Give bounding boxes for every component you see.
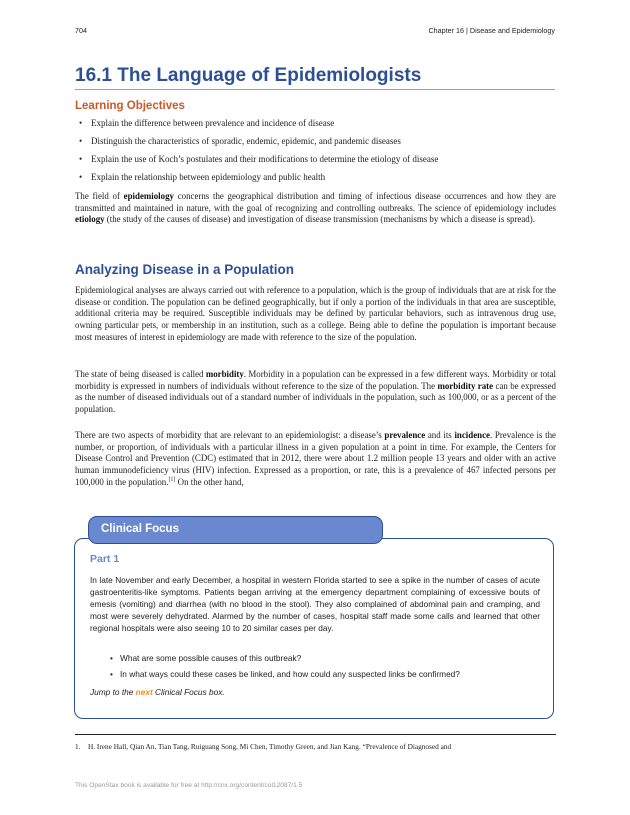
term-etiology: etiology — [75, 214, 105, 225]
objective-item: • Explain the difference between prevalence and incidence of disease — [75, 117, 555, 135]
page-footer: This OpenStax book is available for free at http://cnx.org/content/col12087/1.5 — [75, 782, 303, 789]
next-clinical-focus-link[interactable]: next — [135, 687, 153, 697]
subsection-heading: Analyzing Disease in a Population — [75, 262, 295, 277]
question-item: • In what ways could these cases be linked, and how could any suspected links be confirmed? — [90, 668, 540, 684]
term-morbidity: morbidity — [205, 369, 244, 379]
question-item: • What are some possible causes of this outbreak? — [90, 652, 540, 668]
population-paragraph: Epidemiological analyses are always carried out with reference to a population, which is the group of individuals that are at risk for the disease or condition. The population can be defined geographically, but if only a portion of the individuals in that area are susceptible, additional criteria may be required. Susceptible individuals may be defined by particular behaviors, such as intravenous drug use, owning particular pets, or membership in an institution, such as a college. Being able to define the population is important because most measures of interest in epidemiology are made with reference to the size of the population. — [75, 285, 556, 342]
clinical-focus-questions — [90, 652, 540, 684]
term-incidence: incidence — [454, 430, 490, 440]
objective-item: • Explain the use of Koch’s postulates and their modifications to determine the etiology of disease — [75, 153, 555, 171]
section-title: 16.1 The Language of Epidemiologists — [75, 64, 555, 90]
footnote-number: 1. — [75, 742, 81, 751]
chapter-title: Chapter 16 | Disease and Epidemiology — [428, 26, 555, 35]
prevalence-paragraph: There are two aspects of morbidity that are relevant to an epidemiologist: a disease’s prevalence and its incidence. Prevalence is the number, or proportion, of individuals with a particular illness in a given population at a point in time. For example, the Centers for Disease Control and Prevention (CDC) estimated that in 2012, there were about 1.2 million people 13 years and older with an active human immunodeficiency virus (HIV) infection. Expressed as a proportion, or rate, this is a prevalence of 467 infected persons per 100,000 in the population.[1] On the other hand, — [75, 430, 556, 487]
clinical-focus-jump: Jump to the next Clinical Focus box. — [90, 687, 225, 697]
page-number: 704 — [75, 26, 87, 35]
morbidity-paragraph: The state of being diseased is called morbidity. Morbidity in a population can be expressed in a few different ways. Morbidity or total morbidity is expressed in numbers of individuals without reference to the size of the population. The morbidity rate can be expressed as the number of diseased individuals out of a standard number of individuals in the population, such as 100,000, or as a percent of the population. — [75, 369, 557, 415]
learning-objectives-list — [75, 117, 555, 189]
objective-item: • Explain the relationship between epidemiology and public health — [75, 171, 555, 189]
clinical-focus-tab: Clinical Focus — [88, 516, 383, 544]
clinical-focus-text: In late November and early December, a hospital in western Florida started to see a spike in the number of cases of acute gastroenteritis-like symptoms. Patients began arriving at the emergency department complaining of excessive bouts of emesis (vomiting) and diarrhea (with no blood in the stool). They also complained of abdominal pain and cramping, and most were severely dehydrated. Alarmed by the number of cases, hospital staff made some calls and learned that other regional hospitals were also seeing 10 to 20 similar cases per day. — [90, 575, 540, 633]
term-epidemiology: epidemiology — [123, 191, 174, 201]
learning-objectives-title: Learning Objectives — [75, 100, 185, 112]
objective-item: • Distinguish the characteristics of sporadic, endemic, epidemic, and pandemic diseases — [75, 135, 555, 153]
footnote-text: H. Irene Hall, Qian An, Tian Tang, Ruiguang Song, Mi Chen, Timothy Green, and Jian Kang. “Prevalence of Diagnosed and — [88, 742, 452, 751]
running-header — [75, 26, 555, 35]
term-prevalence: prevalence — [384, 430, 426, 440]
footnote — [75, 742, 556, 751]
footnote-reference[interactable]: [1] — [168, 476, 176, 483]
footnote-divider — [75, 734, 556, 735]
term-morbidity-rate: morbidity rate — [437, 380, 494, 391]
intro-paragraph: The field of epidemiology concerns the geographical distribution and timing of infectious disease occurrences and how they are transmitted and maintained in nature, with the goal of recognizing and controlling outbreaks. The science of epidemiology includes etiology (the study of the causes of disease) and investigation of disease transmission (mechanisms by which a disease is spread). — [75, 191, 556, 225]
clinical-focus-part: Part 1 — [90, 553, 120, 565]
